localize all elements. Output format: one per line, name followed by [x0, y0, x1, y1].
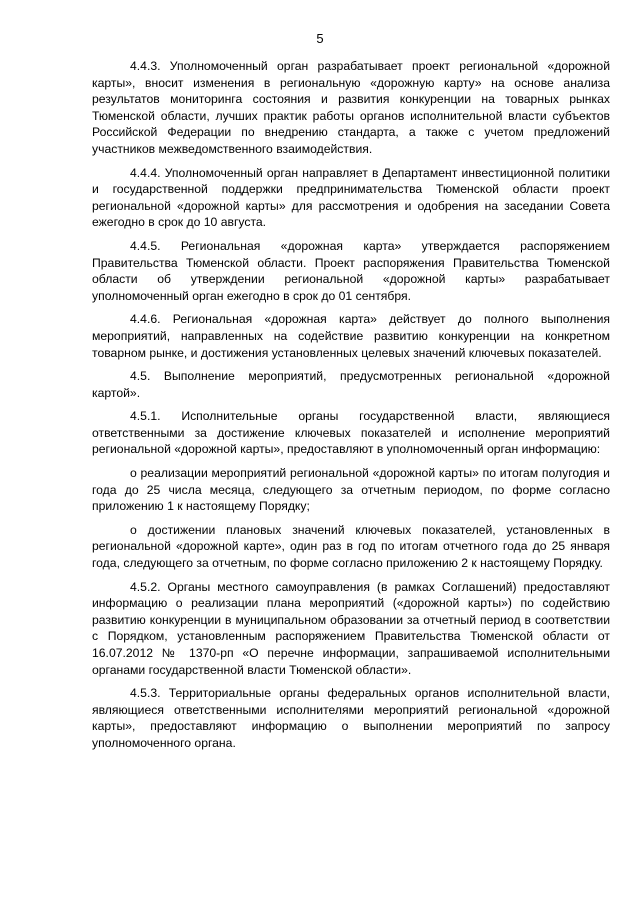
paragraph-key-indicators-info: о достижении плановых значений ключевых показателей, установленных в региональной «дорожной карте», один раз в год по итогам отчетного года до 25 января года, следующего за отчетным, по форме согласно приложению 2 к настоящему Порядку.	[92, 522, 610, 571]
paragraph-4-4-5: 4.4.5. Региональная «дорожная карта» утверждается распоряжением Правительства Тюменской области. Проект распоряжения Правительства Тюменской области об утверждении региональной «дорожной карты» разрабатывает уполномоченный орган ежегодно в срок до 01 сентября.	[92, 238, 610, 303]
paragraph-4-4-3: 4.4.3. Уполномоченный орган разрабатывает проект региональной «дорожной карты», вносит изменения в региональную «дорожную карту» на основе анализа результатов мониторинга состояния и развития конкуренции на товарных рынках Тюменской области, лучших практик работы органов исполнительной власти субъектов Российской Федерации по внедрению стандарта, а также с учетом предложений участников межведомственного взаимодействия.	[92, 59, 610, 156]
paragraph-4-4-6: 4.4.6. Региональная «дорожная карта» действует до полного выполнения мероприятий, направленных на содействие развитию конкуренции на конкретном товарном рынке, и достижения установленных целевых значений ключевых показателей.	[92, 312, 610, 360]
paragraph-4-5-3: 4.5.3. Территориальные органы федеральных органов исполнительной власти, являющиеся ответственными исполнителями мероприятий региональной «дорожной карты», предоставляют информацию о выполнении мероприятий по запросу уполномоченного органа.	[92, 686, 610, 750]
page-number: 5	[316, 31, 324, 46]
paragraph-4-5-2: 4.5.2. Органы местного самоуправления (в рамках Соглашений) предоставляют информацию о реализации плана мероприятий («дорожной карты») по содействию развитию конкуренции в муниципальном образовании за отчетный период в соответствии с Порядком, установленным распоряжением Правительства Тюменской области от 16.07.2012 № 1370-рп «О перечне информации, запрашиваемой исполнительными органами государственной власти Тюменской области».	[92, 579, 610, 677]
paragraph-implementation-info: о реализации мероприятий региональной «дорожной карты» по итогам полугодия и года до 25 числа месяца, следующего за отчетным периодом, по форме согласно приложению 1 к настоящему Порядку;	[92, 466, 610, 514]
paragraph-4-4-4: 4.4.4. Уполномоченный орган направляет в Департамент инвестиционной политики и государственной поддержки предпринимательства Тюменской области проект региональной «дорожной карты» для рассмотрения и одобрения на заседании Совета ежегодно в срок до 10 августа.	[92, 165, 610, 230]
document-body	[92, 58, 610, 758]
paragraph-4-5: 4.5. Выполнение мероприятий, предусмотренных региональной «дорожной картой».	[92, 369, 610, 400]
paragraph-4-5-1: 4.5.1. Исполнительные органы государственной власти, являющиеся ответственными за достижение ключевых показателей и исполнение мероприятий региональной «дорожной карты», предоставляют в уполномоченный орган информацию:	[92, 409, 610, 457]
